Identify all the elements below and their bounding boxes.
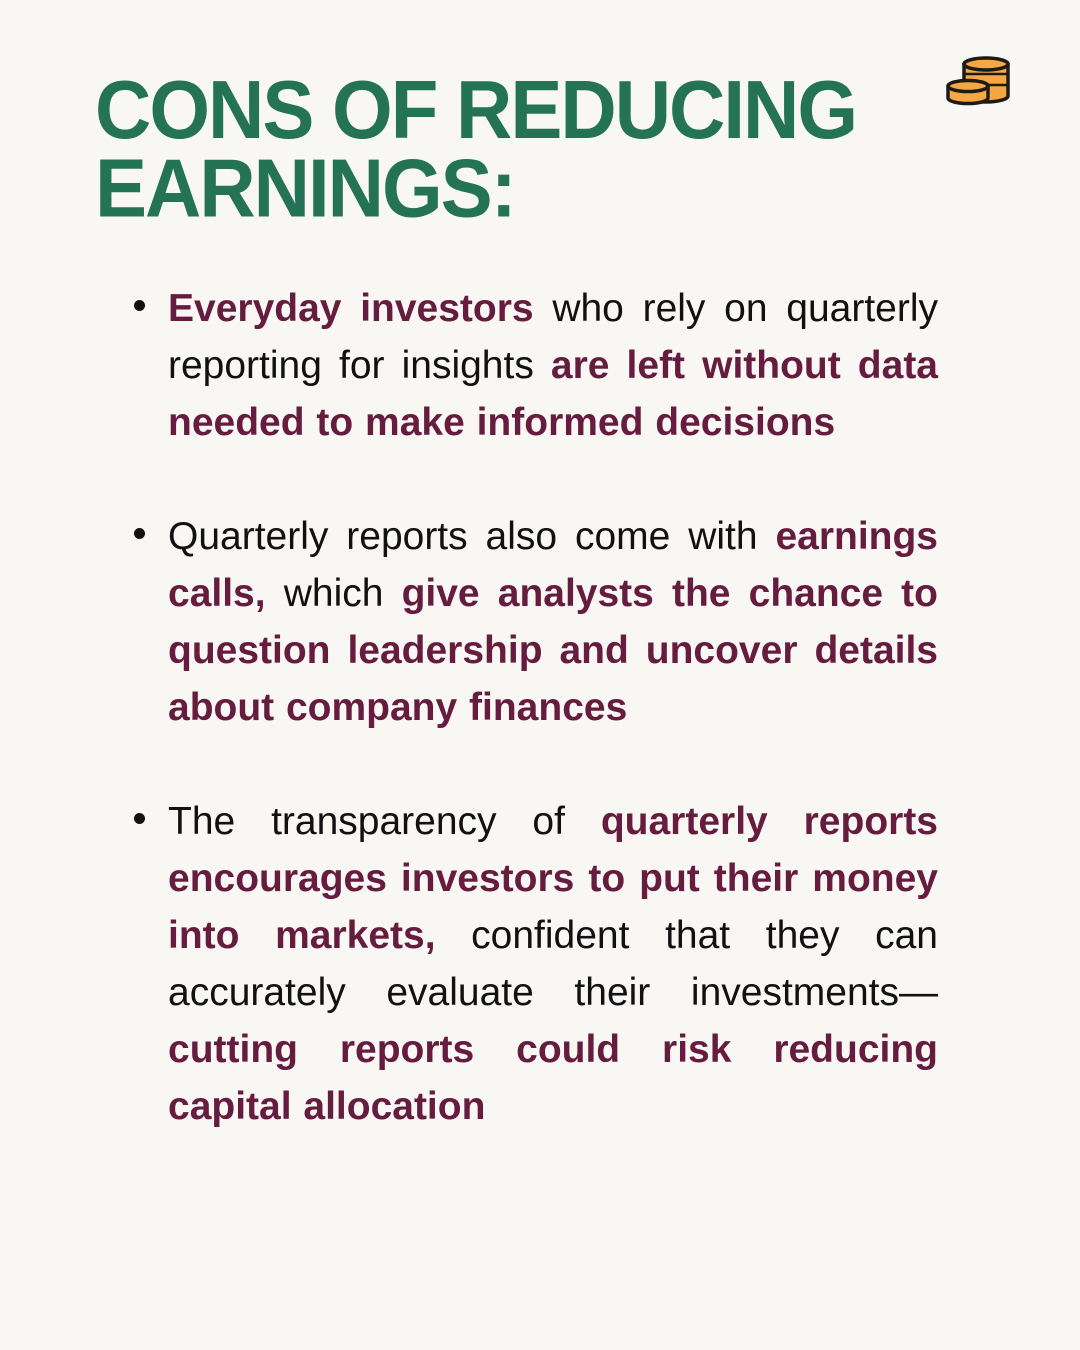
list-item [130,508,938,736]
bullet-segment: are left without data needed to make informed decisions [168,344,938,444]
bullet-segment: cutting reports could risk reducing capital allocation [168,1028,938,1128]
list-item [130,280,938,451]
bullet-segment: which [265,572,402,615]
bullet-dot [134,528,145,539]
bullet-text [168,508,938,736]
cons-list [130,280,938,1192]
bullet-dot [134,813,145,824]
bullet-segment: who rely on quarterly reporting for insights [168,287,938,387]
coins-stack-icon [944,50,1010,110]
page-title: CONS OF REDUCING EARNINGS: [95,62,857,235]
list-item [130,793,938,1135]
bullet-segment: Quarterly reports also come with [168,515,776,558]
bullet-segment: The transparency of [168,800,601,843]
bullet-segment: confident that they can accurately evaluate their investments— [168,914,938,1014]
bullet-dot [134,300,145,311]
bullet-text [168,280,938,451]
bullet-text [168,793,938,1135]
bullet-segment: quarterly reports encourages investors to put their money into markets, [168,800,938,957]
bullet-segment: earnings calls, [168,515,938,615]
bullet-segment: give analysts the chance to question leadership and uncover details about company finances [168,572,938,729]
bullet-segment: Everyday investors [168,287,534,330]
